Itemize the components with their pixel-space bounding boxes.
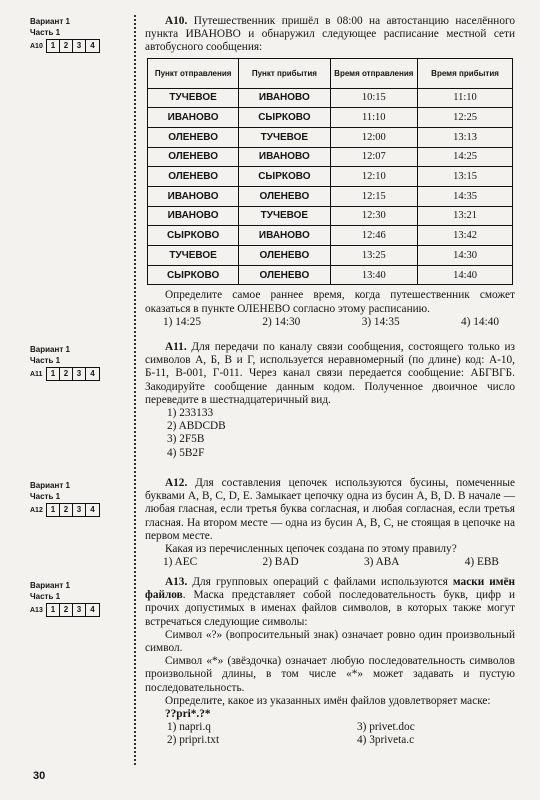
cell-from: СЫРКОВО <box>148 226 239 246</box>
cell-from: ИВАНОВО <box>148 187 239 207</box>
cell-depart: 12:30 <box>330 206 418 226</box>
dotted-separator <box>134 15 136 765</box>
task-a12 <box>145 477 515 569</box>
task-a12-text <box>145 477 515 543</box>
option-3[interactable]: 3) 14:35 <box>361 315 400 328</box>
cell-to: СЫРКОВО <box>239 167 330 187</box>
part-label: Часть 1 <box>30 492 61 501</box>
task-a13-mask: ??pri*.?* <box>165 708 211 721</box>
option-4[interactable]: 4) 3priveta.c <box>357 734 415 747</box>
answer-box-1[interactable]: 1 <box>47 604 60 616</box>
cell-depart: 12:10 <box>330 167 418 187</box>
answer-box-3[interactable]: 3 <box>73 604 86 616</box>
task-label: A11. <box>165 341 187 353</box>
option-3[interactable]: 3) privet.doc <box>357 721 415 734</box>
table-row <box>148 88 513 108</box>
cell-depart: 12:46 <box>330 226 418 246</box>
task-a10-intro <box>145 15 515 55</box>
answer-box-4[interactable]: 4 <box>90 369 95 378</box>
task-a13-question: Определите, какое из указанных имён файлов удовлетворяет маске: <box>165 694 491 707</box>
cell-arrive: 11:10 <box>418 88 513 108</box>
header-departure-point: Пункт отправления <box>148 58 239 88</box>
cell-depart: 13:40 <box>330 265 418 285</box>
variant-label: Вариант 1 <box>30 581 70 590</box>
answer-boxes <box>46 39 100 53</box>
cell-arrive: 14:40 <box>418 265 513 285</box>
answer-block-a11 <box>30 344 126 381</box>
variant-label: Вариант 1 <box>30 345 70 354</box>
cell-depart: 13:25 <box>330 246 418 266</box>
task-a10-question: Определите самое раннее время, когда путешественник сможет оказаться в пункте ОЛЕНЕВО согласно этому расписанию. <box>145 289 515 315</box>
table-row <box>148 127 513 147</box>
table-row <box>148 226 513 246</box>
option-1[interactable]: 1) 233133 <box>167 407 214 420</box>
option-3[interactable]: 3) ABA <box>363 556 400 569</box>
cell-depart: 10:15 <box>330 88 418 108</box>
cell-from: ОЛЕНЕВО <box>148 147 239 167</box>
answer-row <box>30 39 126 53</box>
table-row <box>148 187 513 207</box>
cell-depart: 12:07 <box>330 147 418 167</box>
answer-row <box>30 603 126 617</box>
answer-box-4[interactable]: 4 <box>90 505 95 514</box>
option-3[interactable]: 3) 2F5B <box>167 433 205 446</box>
answer-box-3[interactable]: 3 <box>73 504 86 516</box>
option-4[interactable]: 4) EBB <box>464 556 499 569</box>
task-number: A12 <box>30 506 43 514</box>
cell-to: ОЛЕНЕВО <box>239 246 330 266</box>
task-a13 <box>145 576 515 748</box>
answer-box-4[interactable]: 4 <box>90 41 95 50</box>
answer-options <box>145 407 515 460</box>
answer-row <box>30 367 126 381</box>
task-a13-text <box>145 576 515 629</box>
option-1[interactable]: 1) AEC <box>163 556 198 569</box>
option-2[interactable]: 2) pripri.txt <box>167 734 220 747</box>
answer-row <box>30 503 126 517</box>
cell-to: ИВАНОВО <box>239 147 330 167</box>
answer-block-a12 <box>30 480 126 517</box>
option-1[interactable]: 1) 14:25 <box>163 315 201 328</box>
part-label: Часть 1 <box>30 592 61 601</box>
task-number: A10 <box>30 42 43 50</box>
cell-from: СЫРКОВО <box>148 265 239 285</box>
task-text: Путешественник пришёл в 08:00 на автостанцию населённого пункта ИВАНОВО и обнаружил следующее расписание местной сети автобусного сообщения: <box>145 15 515 54</box>
schedule-table <box>147 58 513 286</box>
answer-box-3[interactable]: 3 <box>73 368 86 380</box>
answer-boxes <box>46 503 100 517</box>
cell-arrive: 13:15 <box>418 167 513 187</box>
cell-depart: 11:10 <box>330 108 418 128</box>
cell-depart: 12:00 <box>330 127 418 147</box>
header-arrival-point: Пункт прибытия <box>239 58 330 88</box>
table-header-row <box>148 58 513 88</box>
variant-label: Вариант 1 <box>30 481 70 490</box>
task-text: Для составления цепочек используются бусины, помеченные буквами A, B, C, D, E. Замыкает цепочку одна из бусин A, B, D. В начале — любая гласная, если третья буква согласная, и любая согласная, если третья гласная. На втором месте — одна из бусин A, B, C, не стоящая в цепочке на первом месте. <box>145 477 516 542</box>
answer-boxes <box>46 603 100 617</box>
cell-from: ТУЧЕВОЕ <box>148 246 239 266</box>
answer-box-2[interactable]: 2 <box>60 604 73 616</box>
task-label: A10. <box>165 15 188 27</box>
cell-arrive: 13:42 <box>418 226 513 246</box>
part-label: Часть 1 <box>30 356 61 365</box>
answer-options <box>145 721 515 747</box>
option-2[interactable]: 2) ABDCDB <box>167 420 226 433</box>
cell-from: ТУЧЕВОЕ <box>148 88 239 108</box>
cell-to: ТУЧЕВОЕ <box>239 127 330 147</box>
answer-box-1[interactable]: 1 <box>47 504 60 516</box>
answer-options <box>145 316 515 329</box>
part-label: Часть 1 <box>30 28 61 37</box>
cell-to: ОЛЕНЕВО <box>239 265 330 285</box>
task-text-cont: . Маска представляет собой последовательность букв, цифр и прочих допустимых в именах файлов символов, в которых также могут встречаться следующие символы: <box>145 589 515 628</box>
answer-box-2[interactable]: 2 <box>60 504 73 516</box>
cell-from: ИВАНОВО <box>148 206 239 226</box>
cell-depart: 12:15 <box>330 187 418 207</box>
task-a13-rule-asterisk: Символ «*» (звёздочка) означает любую последовательность символов произвольной длины, в том числе «*» может задавать и пустую последовательность. <box>145 655 515 694</box>
cell-to: ОЛЕНЕВО <box>239 187 330 207</box>
option-2[interactable]: 2) 14:30 <box>262 315 301 328</box>
task-a12-question: Какая из перечисленных цепочек создана по этому правилу? <box>165 543 457 556</box>
table-row <box>148 206 513 226</box>
cell-from: ИВАНОВО <box>148 108 239 128</box>
cell-arrive: 14:30 <box>418 246 513 266</box>
task-text: Для групповых операций с файлами используются <box>192 576 453 588</box>
task-term: маски имён файлов <box>145 576 516 602</box>
answer-options <box>145 556 515 569</box>
answer-box-2[interactable]: 2 <box>60 368 73 380</box>
cell-arrive: 14:25 <box>418 147 513 167</box>
cell-arrive: 14:35 <box>418 187 513 207</box>
cell-to: ИВАНОВО <box>239 88 330 108</box>
task-label: A12. <box>165 477 188 489</box>
header-departure-time: Время отправления <box>330 58 418 88</box>
option-2[interactable]: 2) BAD <box>262 556 299 569</box>
header-arrival-time: Время прибытия <box>418 58 513 88</box>
task-a11-text <box>145 341 515 407</box>
answer-box-4[interactable]: 4 <box>90 605 95 614</box>
table-row <box>148 265 513 285</box>
answer-block-a13 <box>30 580 126 617</box>
answer-box-3[interactable]: 3 <box>73 40 86 52</box>
cell-arrive: 13:21 <box>418 206 513 226</box>
cell-to: СЫРКОВО <box>239 108 330 128</box>
answer-block-a10 <box>30 16 126 53</box>
task-a13-rule-question-mark: Символ «?» (вопросительный знак) означает ровно один произвольный символ. <box>145 628 515 655</box>
table-row <box>148 167 513 187</box>
option-4[interactable]: 4) 5B2F <box>167 446 205 459</box>
task-number: A11 <box>30 370 43 378</box>
cell-arrive: 13:13 <box>418 127 513 147</box>
table-row <box>148 108 513 128</box>
answer-boxes <box>46 367 100 381</box>
answer-box-1[interactable]: 1 <box>47 40 60 52</box>
table-row <box>148 147 513 167</box>
cell-to: ИВАНОВО <box>239 226 330 246</box>
answer-box-1[interactable]: 1 <box>47 368 60 380</box>
task-text: Для передачи по каналу связи сообщения, состоящего только из символов А, Б, В и Г, используется неравномерный (по длине) код: А-10, Б-11, В-001, Г-011. Через канал связи передается сообщение: АБГВГБ. Закодируйте сообщение данным кодом. Полученное двоичное число переведите в шестнадцатеричный вид. <box>145 341 515 406</box>
cell-arrive: 12:25 <box>418 108 513 128</box>
answer-box-2[interactable]: 2 <box>60 40 73 52</box>
cell-from: ОЛЕНЕВО <box>148 167 239 187</box>
option-4[interactable]: 4) 14:40 <box>461 315 499 328</box>
table-row <box>148 246 513 266</box>
task-a10 <box>145 15 515 329</box>
cell-to: ТУЧЕВОЕ <box>239 206 330 226</box>
task-number: A13 <box>30 606 43 614</box>
task-label: A13. <box>165 576 188 588</box>
task-a11 <box>145 341 515 460</box>
option-1[interactable]: 1) napri.q <box>167 721 211 734</box>
page-number: 30 <box>33 770 46 782</box>
variant-label: Вариант 1 <box>30 17 70 26</box>
cell-from: ОЛЕНЕВО <box>148 127 239 147</box>
